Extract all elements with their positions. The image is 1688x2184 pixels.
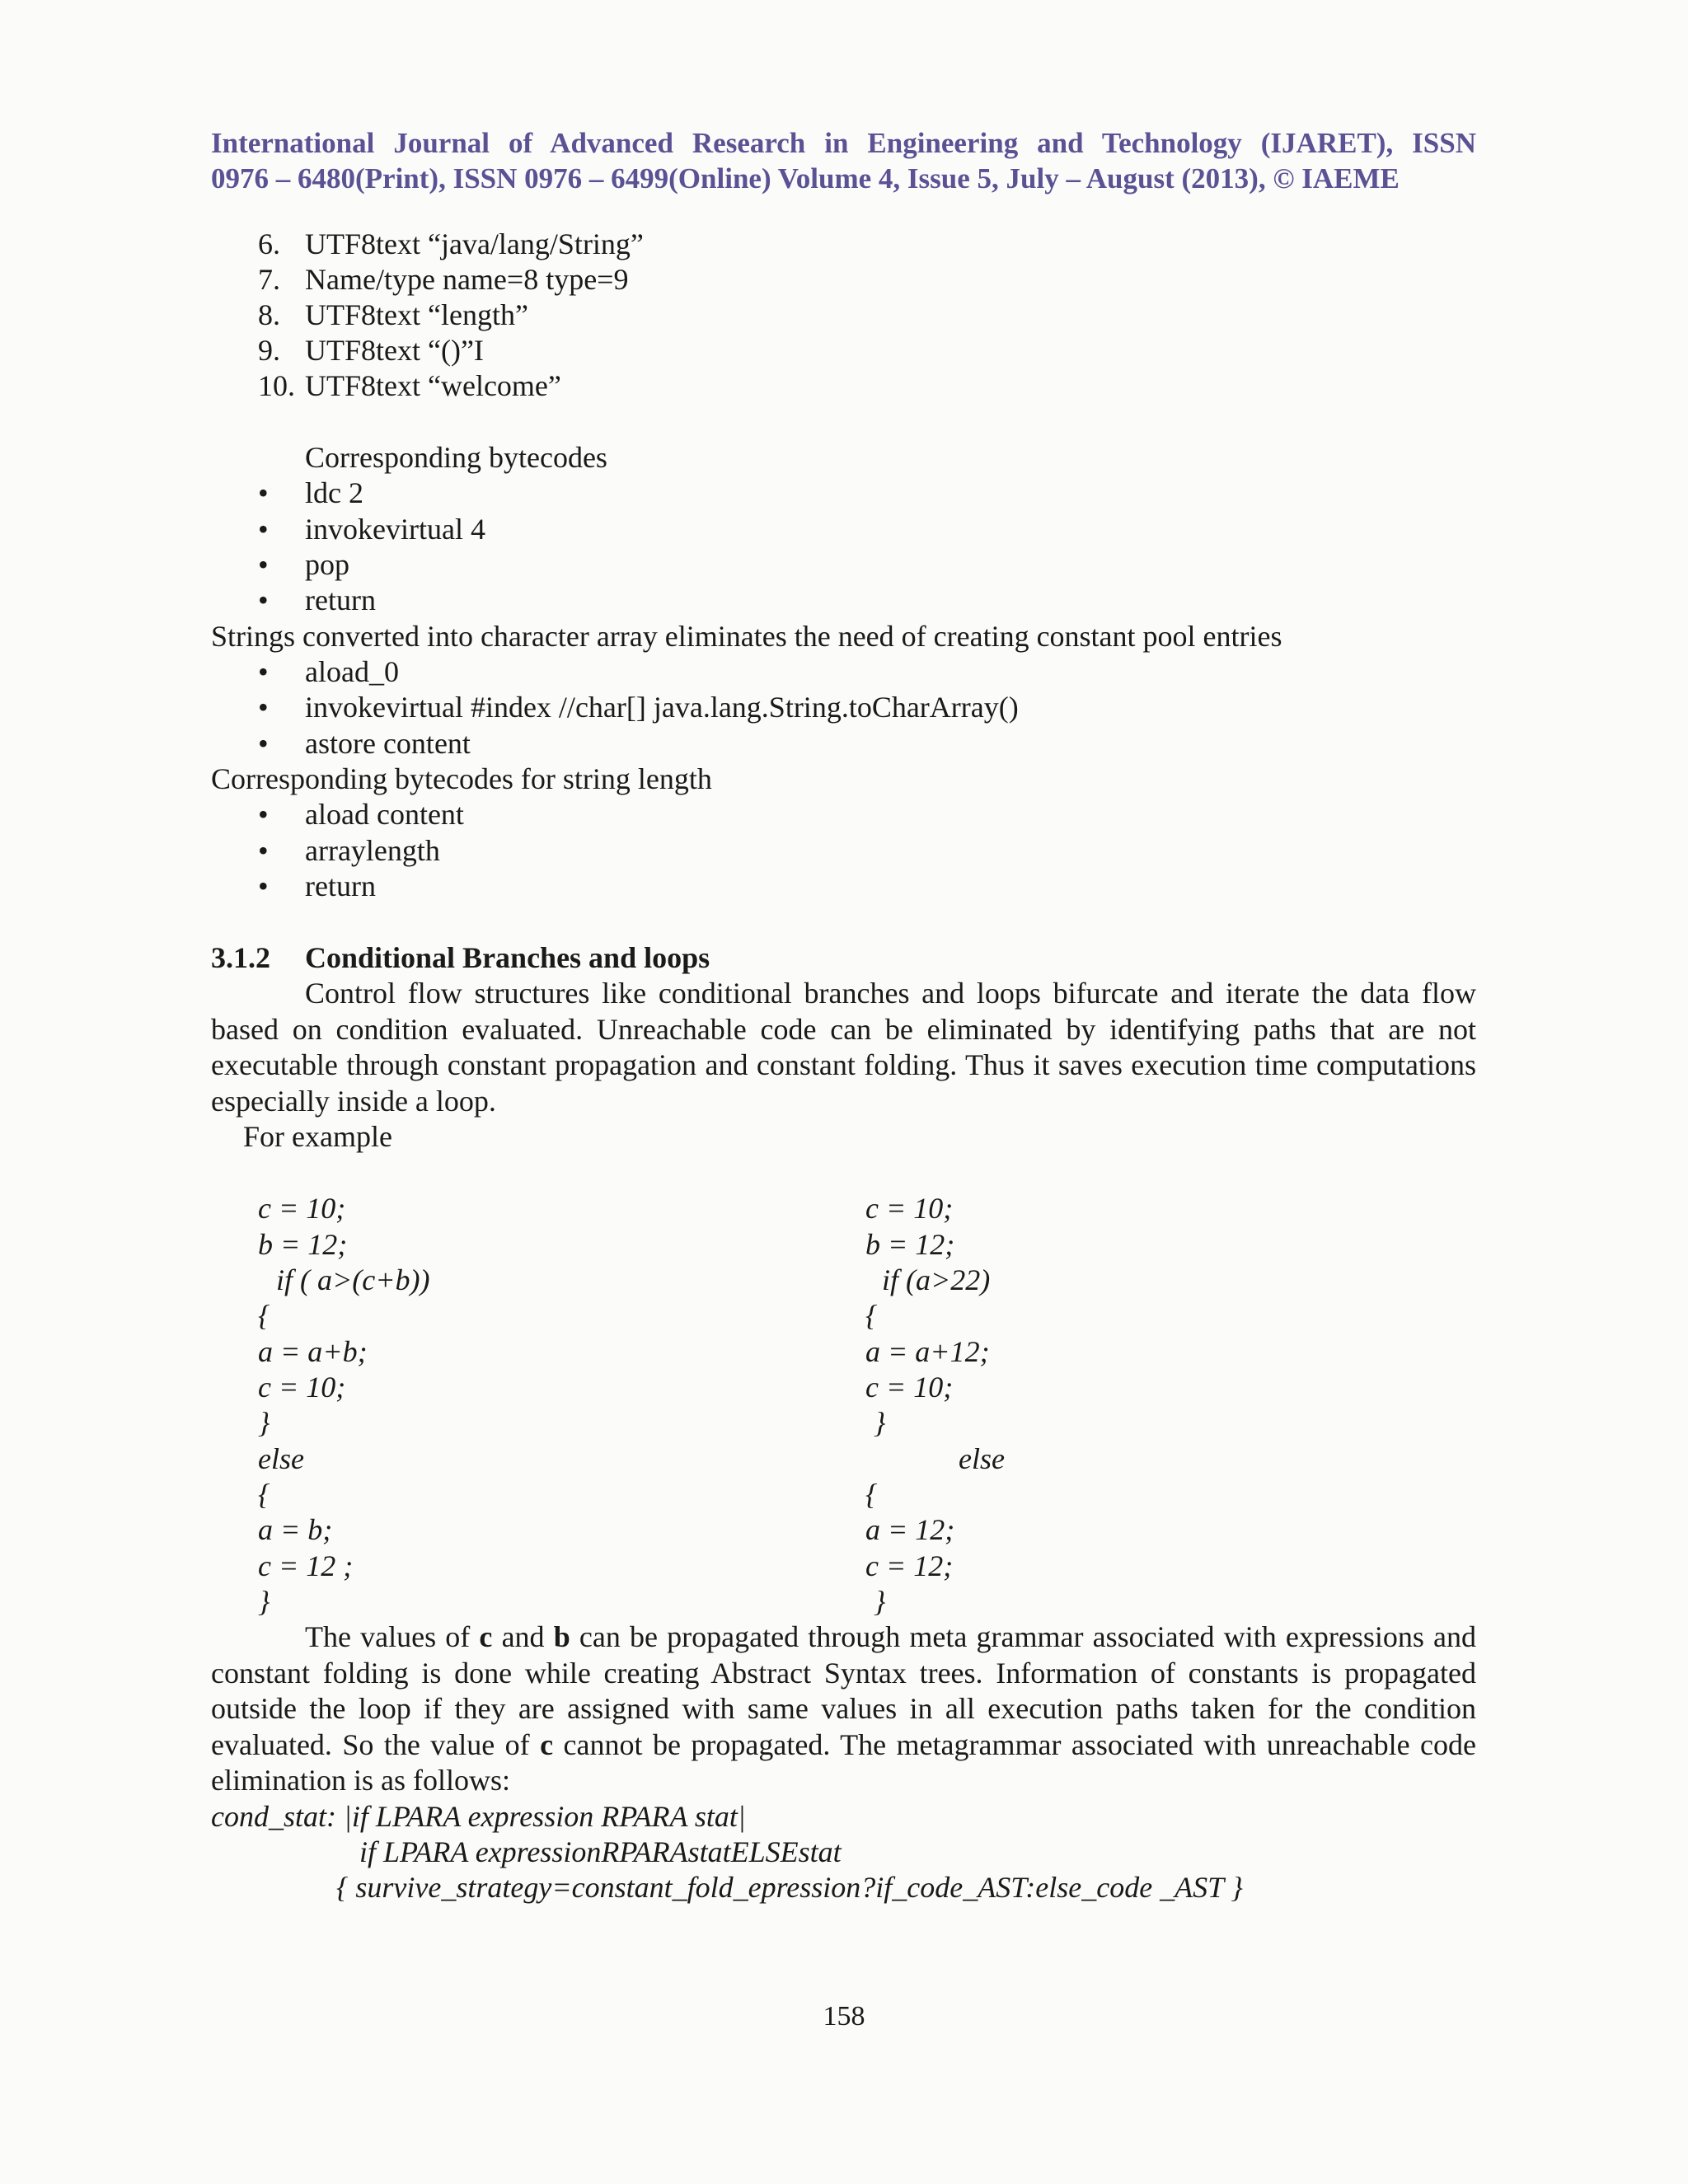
code-line: { — [865, 1478, 878, 1511]
list-item: • pop — [258, 548, 349, 581]
code-line: c = 12; — [865, 1549, 954, 1582]
code-line: { — [258, 1478, 270, 1511]
header-line-2: 0976 – 6480(Print), ISSN 0976 – 6499(Online) Volume 4, Issue 5, July – August (2013), © IAEME — [211, 162, 1400, 194]
page-number: 158 — [823, 2001, 865, 2032]
code-line: c = 10; — [865, 1192, 954, 1225]
grammar-line: { survive_strategy=constant_fold_epression?if_code_AST:else_code _AST } — [336, 1871, 1243, 1904]
code-line: } — [258, 1406, 270, 1439]
code-line: a = b; — [258, 1513, 333, 1546]
header-line-1: International Journal of Advanced Research in Engineering and Technology (IJARET), ISSN — [211, 127, 1476, 159]
code-line: if ( a>(c+b)) — [276, 1263, 430, 1296]
code-line: } — [874, 1585, 886, 1618]
code-line: a = a+12; — [865, 1335, 990, 1368]
length-heading: Corresponding bytecodes for string length — [211, 762, 712, 795]
journal-header — [211, 125, 1476, 196]
list-item: 8. UTF8text “length” — [258, 298, 528, 331]
paragraph: Control flow structures like conditional branches and loops bifurcate and iterate the data flow based on condition evaluated. Unreachable code can be eliminated by identifying paths that are not executable through constant propagation and constant folding. Thus it saves execution time computations especially inside a loop. — [211, 977, 1476, 1118]
code-line: } — [874, 1406, 886, 1439]
code-line: else — [959, 1442, 1005, 1475]
list-item: • aload content — [258, 798, 464, 831]
list-item: • arraylength — [258, 834, 440, 867]
code-line: c = 10; — [865, 1371, 954, 1404]
list-item: 10. UTF8text “welcome” — [258, 369, 561, 402]
code-line: else — [258, 1442, 304, 1475]
grammar-line: cond_stat: |if LPARA expression RPARA stat| — [211, 1800, 746, 1833]
section-title: Conditional Branches and loops — [305, 941, 710, 974]
code-line: a = a+b; — [258, 1335, 368, 1368]
section-number: 3.1.2 — [211, 941, 270, 974]
list-item: • astore content — [258, 727, 471, 760]
code-line: a = 12; — [865, 1513, 955, 1546]
list-item: 9. UTF8text “()”I — [258, 334, 484, 367]
code-line: { — [865, 1299, 878, 1332]
code-line: c = 10; — [258, 1371, 346, 1404]
grammar-line: if LPARA expressionRPARAstatELSEstat — [359, 1835, 842, 1868]
code-line: c = 10; — [258, 1192, 346, 1225]
code-line: } — [258, 1585, 270, 1618]
for-example-label: For example — [243, 1120, 392, 1153]
code-line: c = 12 ; — [258, 1549, 354, 1582]
list-item: • invokevirtual #index //char[] java.lang.String.toCharArray() — [258, 691, 1019, 724]
section-heading — [211, 940, 710, 976]
code-line: b = 12; — [258, 1228, 348, 1261]
code-line: if (a>22) — [882, 1263, 991, 1296]
list-item: • ldc 2 — [258, 476, 363, 509]
bytecodes-heading: Corresponding bytecodes — [305, 441, 607, 474]
list-item: 7. Name/type name=8 type=9 — [258, 263, 629, 296]
list-item: • aload_0 — [258, 655, 399, 688]
paragraph: The values of c and b can be propagated through meta grammar associated with expressions and constant folding is done while creating Abstract Syntax trees. Information of constants is propagated outside the loop if they are assigned with same values in all execution paths taken for the condition evaluated. So the value of c cannot be propagated. The metagrammar associated with unreachable code elimination is as follows: — [211, 1620, 1477, 1797]
list-item: 6. UTF8text “java/lang/String” — [258, 227, 644, 260]
list-item: • return — [258, 869, 376, 902]
code-line: { — [258, 1299, 270, 1332]
code-line: b = 12; — [865, 1228, 955, 1261]
strings-paragraph: Strings converted into character array eliminates the need of creating constant pool entries — [211, 620, 1282, 653]
list-item: • invokevirtual 4 — [258, 513, 485, 546]
list-item: • return — [258, 583, 376, 616]
